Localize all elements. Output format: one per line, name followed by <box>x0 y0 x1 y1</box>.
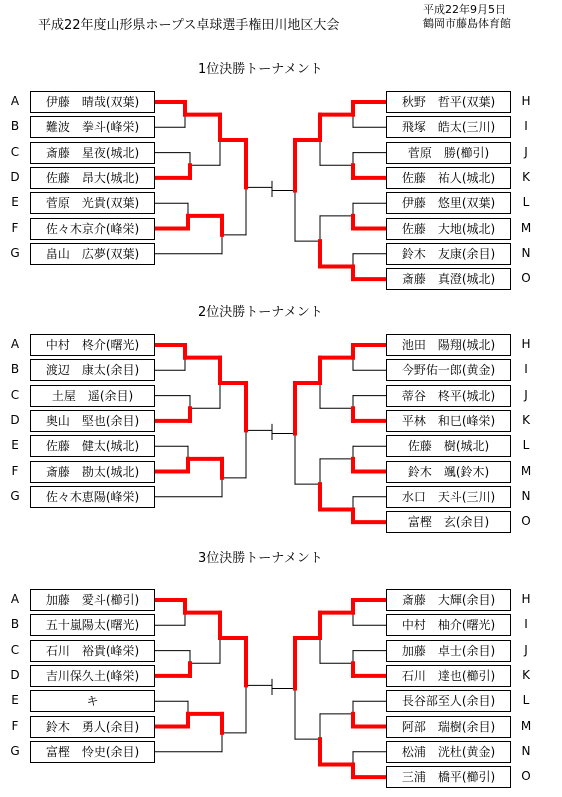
player-box: 五十嵐陽太(曙光) <box>30 614 155 636</box>
slot-letter: C <box>10 144 20 159</box>
player-box: 土屋 遥(余目) <box>30 385 155 407</box>
slot-letter: K <box>522 169 530 184</box>
player-box: 佐藤 健太(城北) <box>30 435 155 457</box>
player-box: 佐々木恵陽(峰栄) <box>30 486 155 508</box>
slot-letter: J <box>524 387 528 402</box>
player-box: 加藤 卓士(余目) <box>386 640 511 662</box>
slot-letter: E <box>11 438 19 453</box>
player-box: 三浦 橋平(櫛引) <box>386 766 511 788</box>
player-box: キ <box>30 690 155 712</box>
player-box: 難波 拳斗(峰栄) <box>30 116 155 138</box>
slot-letter: H <box>521 592 531 606</box>
player-box: 富樫 玄(余目) <box>386 511 511 533</box>
player-box: 鈴木 友康(余目) <box>386 243 511 265</box>
player-box: 佐藤 昂大(城北) <box>30 167 155 189</box>
player-box: 菅原 光貴(双葉) <box>30 192 155 214</box>
player-box: 奥山 堅也(余目) <box>30 410 155 432</box>
player-box: 伊藤 悠里(双葉) <box>386 192 511 214</box>
slot-letter: F <box>11 220 19 235</box>
slot-letter: I <box>524 362 528 377</box>
slot-letter: H <box>521 94 531 108</box>
slot-letter: N <box>521 245 531 260</box>
player-box: 斎藤 勘太(城北) <box>30 461 155 483</box>
player-box: 斎藤 真澄(城北) <box>386 268 511 290</box>
slot-letter: E <box>11 195 19 210</box>
player-box: 中村 柊介(曙光) <box>30 334 155 356</box>
player-box: 伊藤 晴哉(双葉) <box>30 91 155 113</box>
player-box: 池田 陽翔(城北) <box>386 334 511 356</box>
slot-letter: G <box>10 488 20 503</box>
slot-letter: D <box>10 412 20 427</box>
player-box: 中村 柚介(曙光) <box>386 614 511 636</box>
slot-letter: G <box>10 245 20 260</box>
slot-letter: B <box>10 119 20 134</box>
player-box: 斎藤 大輝(余目) <box>386 589 511 611</box>
slot-letter: C <box>10 642 20 657</box>
player-box: 鈴木 颯(鈴木) <box>386 461 511 483</box>
slot-letter: M <box>520 463 532 478</box>
slot-letter: M <box>520 220 532 235</box>
player-box: 今野佑一郎(黄金) <box>386 359 511 381</box>
page-title: 平成22年度山形県ホープス卓球選手権田川地区大会 <box>38 18 340 33</box>
player-box: 佐藤 樹(城北) <box>386 435 511 457</box>
player-box: 阿部 瑞樹(余目) <box>386 716 511 738</box>
player-box: 長谷部至人(余目) <box>386 690 511 712</box>
bracket-title: 1位決勝トーナメント <box>198 62 323 77</box>
player-box: 水口 天斗(三川) <box>386 486 511 508</box>
player-box: 畠山 広夢(双葉) <box>30 243 155 265</box>
slot-letter: N <box>521 488 531 503</box>
slot-letter: L <box>522 693 530 708</box>
slot-letter: L <box>522 195 530 210</box>
bracket-title: 3位決勝トーナメント <box>198 551 323 566</box>
player-box: 渡辺 康太(余目) <box>30 359 155 381</box>
slot-letter: D <box>10 667 20 682</box>
slot-letter: C <box>10 387 20 402</box>
player-box: 石川 裕貴(峰栄) <box>30 640 155 662</box>
player-box: 菅原 勝(櫛引) <box>386 142 511 164</box>
slot-letter: E <box>11 693 19 708</box>
bracket-title: 2位決勝トーナメント <box>198 305 323 320</box>
slot-letter: I <box>524 617 528 632</box>
slot-letter: K <box>522 412 530 427</box>
slot-letter: A <box>10 337 20 351</box>
slot-letter: B <box>10 617 20 632</box>
player-box: 斎藤 星夜(城北) <box>30 142 155 164</box>
slot-letter: I <box>524 119 528 134</box>
slot-letter: J <box>524 144 528 159</box>
player-box: 鈴木 勇人(余目) <box>30 716 155 738</box>
player-box: 秋野 哲平(双葉) <box>386 91 511 113</box>
player-box: 飛塚 皓太(三川) <box>386 116 511 138</box>
player-box: 富樫 怜史(余目) <box>30 741 155 763</box>
player-box: 佐藤 祐人(城北) <box>386 167 511 189</box>
slot-letter: A <box>10 592 20 606</box>
slot-letter: A <box>10 94 20 108</box>
player-box: 蒂谷 柊平(城北) <box>386 385 511 407</box>
player-box: 佐々木京介(峰栄) <box>30 218 155 240</box>
player-box: 佐藤 大地(城北) <box>386 218 511 240</box>
player-box: 吉川保久土(峰栄) <box>30 665 155 687</box>
event-venue: 鶴岡市藤島体育館 <box>423 17 511 30</box>
slot-letter: O <box>521 271 531 286</box>
slot-letter: L <box>522 438 530 453</box>
event-date: 平成22年9月5日 <box>423 3 506 16</box>
slot-letter: F <box>11 463 19 478</box>
slot-letter: O <box>521 769 531 784</box>
slot-letter: K <box>522 667 530 682</box>
slot-letter: F <box>11 718 19 733</box>
slot-letter: N <box>521 743 531 758</box>
slot-letter: D <box>10 169 20 184</box>
slot-letter: B <box>10 362 20 377</box>
slot-letter: H <box>521 337 531 351</box>
player-box: 加藤 愛斗(櫛引) <box>30 589 155 611</box>
player-box: 松浦 洸杜(黄金) <box>386 741 511 763</box>
slot-letter: M <box>520 718 532 733</box>
slot-letter: G <box>10 743 20 758</box>
player-box: 石川 達也(櫛引) <box>386 665 511 687</box>
player-box: 平林 和巳(峰栄) <box>386 410 511 432</box>
slot-letter: J <box>524 642 528 657</box>
slot-letter: O <box>521 514 531 529</box>
